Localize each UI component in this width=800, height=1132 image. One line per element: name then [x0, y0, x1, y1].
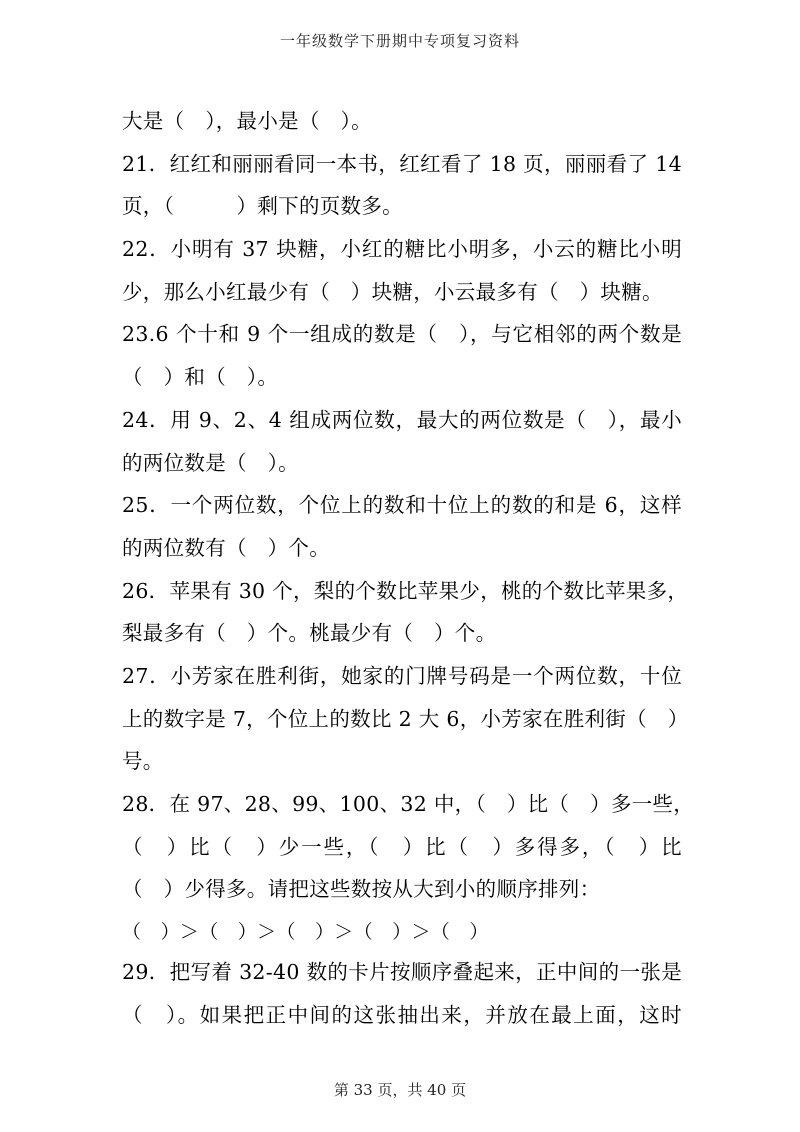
question-21-line-2: 页，（ ）剩下的页数多。 — [122, 194, 403, 219]
question-25-line-1: 25．一个两位数，个位上的数和十位上的数的和是 6，这样 — [122, 493, 682, 518]
question-21-line-1: 21．红红和丽丽看同一本书，红红看了 18 页，丽丽看了 14 — [122, 151, 682, 176]
question-28-line-3: （ ）少得多。请把这些数按从大到小的顺序排列： — [122, 877, 601, 902]
question-23-line-1: 23.6 个十和 9 个一组成的数是（ ），与它相邻的两个数是 — [122, 322, 682, 347]
question-23-line-2: （ ）和（ ）。 — [122, 365, 279, 390]
question-22-line-2: 少，那么小红最少有（ ）块糖，小云最多有（ ）块糖。 — [122, 279, 663, 304]
question-29-line-1: 29．把写着 32-40 数的卡片按顺序叠起来，正中间的一张是 — [122, 960, 682, 985]
question-28-line-2: （ ）比（ ）少一些，（ ）比（ ）多得多，（ ）比 — [122, 834, 682, 859]
page-header-title: 一年级数学下册期中专项复习资料 — [279, 32, 520, 50]
page-number-footer: 第 33 页，共 40 页 — [333, 1081, 467, 1099]
question-27-line-3: 号。 — [122, 749, 164, 774]
question-24-line-2: 的两位数是（ ）。 — [122, 450, 299, 475]
question-27-line-2: 上的数字是 7，个位上的数比 2 大 6，小芳家在胜利街（ ） — [122, 706, 689, 731]
worksheet-body — [122, 104, 695, 1040]
question-27-line-1: 27．小芳家在胜利街，她家的门牌号码是一个两位数，十位 — [122, 663, 682, 688]
question-24-line-1: 24．用 9、2、4 组成两位数，最大的两位数是（ ），最小 — [122, 407, 682, 432]
question-28-line-1: 28．在 97、28、99、100、32 中，（ ）比（ ）多一些， — [122, 792, 695, 816]
question-26-line-1: 26．苹果有 30 个，梨的个数比苹果少，桃的个数比苹果多， — [122, 578, 689, 603]
question-28-ordering-line: （ ）＞（ ）＞（ ）＞（ ）＞（ ） — [122, 921, 489, 944]
question-29-line-2: （ ）。如果把正中间的这张抽出来，并放在最上面，这时 — [122, 1002, 682, 1027]
question-22-line-1: 22．小明有 37 块糖，小红的糖比小明多，小云的糖比小明 — [122, 237, 682, 262]
text-line: 大是（ ），最小是（ ）。 — [122, 109, 372, 133]
question-25-line-2: 的两位数有（ ）个。 — [122, 535, 330, 560]
question-26-line-2: 梨最多有（ ）个。桃最少有（ ）个。 — [122, 621, 497, 646]
